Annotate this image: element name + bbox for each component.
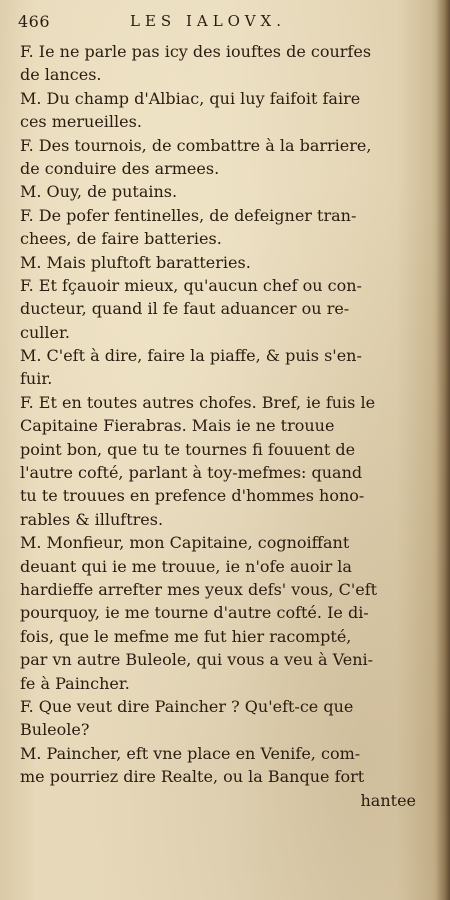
text-line: F. Et fçauoir mieux, qu'aucun chef ou con-	[20, 275, 362, 295]
text-line: l'autre cofté, parlant à toy-mefmes: quand	[20, 463, 363, 483]
text-line: fois, que le mefme me fut hier racompté,	[20, 626, 352, 646]
text-line: fuir.	[20, 369, 53, 389]
text-line: pourquoy, ie me tourne d'autre cofté. Ie di-	[20, 603, 369, 623]
text-line: ducteur, quand il fe faut aduancer ou re-	[20, 299, 350, 319]
text-line: ces merueilles.	[20, 112, 142, 132]
text-line: rables & illuftres.	[20, 509, 164, 529]
text-line: M. C'eft à dire, faire la piaffe, & puis s'en-	[20, 346, 362, 366]
text-line: M. Ouy, de putains.	[20, 182, 178, 202]
page-header	[18, 12, 418, 34]
text-line: deuant qui ie me trouue, ie n'ofe auoir la	[20, 556, 352, 576]
text-line: F. Et en toutes autres chofes. Bref, ie fuis le	[20, 392, 376, 412]
text-line: F. Que veut dire Paincher ? Qu'eft-ce que	[20, 696, 354, 716]
text-line: M. Du champ d'Albiac, qui luy faifoit faire	[20, 88, 361, 108]
text-line: F. De pofer fentinelles, de defeigner tran-	[20, 205, 357, 225]
text-line: par vn autre Buleole, qui vous a veu à Veni-	[20, 650, 374, 670]
text-line: chees, de faire batteries.	[20, 229, 222, 249]
text-line: Buleole?	[20, 720, 90, 740]
text-line: me pourriez dire Realte, ou la Banque fort	[20, 767, 365, 787]
text-line: fe à Paincher.	[20, 673, 130, 693]
page-edge-shadow	[436, 0, 450, 900]
page-number: 466	[18, 12, 51, 31]
text-line: M. Mais pluftoft baratteries.	[20, 252, 251, 272]
catchword: hantee	[360, 790, 416, 810]
text-line: F. Des tournois, de combattre à la barriere,	[20, 135, 372, 155]
text-line: hardieffe arrefter mes yeux defs' vous, C'eft	[20, 579, 378, 599]
text-line: de lances.	[20, 65, 102, 85]
dialogue-text	[20, 40, 418, 812]
text-line: de conduire des armees.	[20, 158, 220, 178]
text-line: culler.	[20, 322, 70, 342]
running-title: LES IALOVX.	[130, 12, 286, 30]
text-line: point bon, que tu te tournes fi fouuent de	[20, 439, 356, 459]
text-line: M. Paincher, eft vne place en Venife, com-	[20, 743, 361, 763]
text-line: tu te trouues en prefence d'hommes hono-	[20, 486, 365, 506]
text-line: M. Monfieur, mon Capitaine, cognoiffant	[20, 533, 350, 553]
text-line: F. Ie ne parle pas icy des iouftes de courfes	[20, 42, 372, 61]
text-line: Capitaine Fierabras. Mais ie ne trouue	[20, 416, 335, 436]
